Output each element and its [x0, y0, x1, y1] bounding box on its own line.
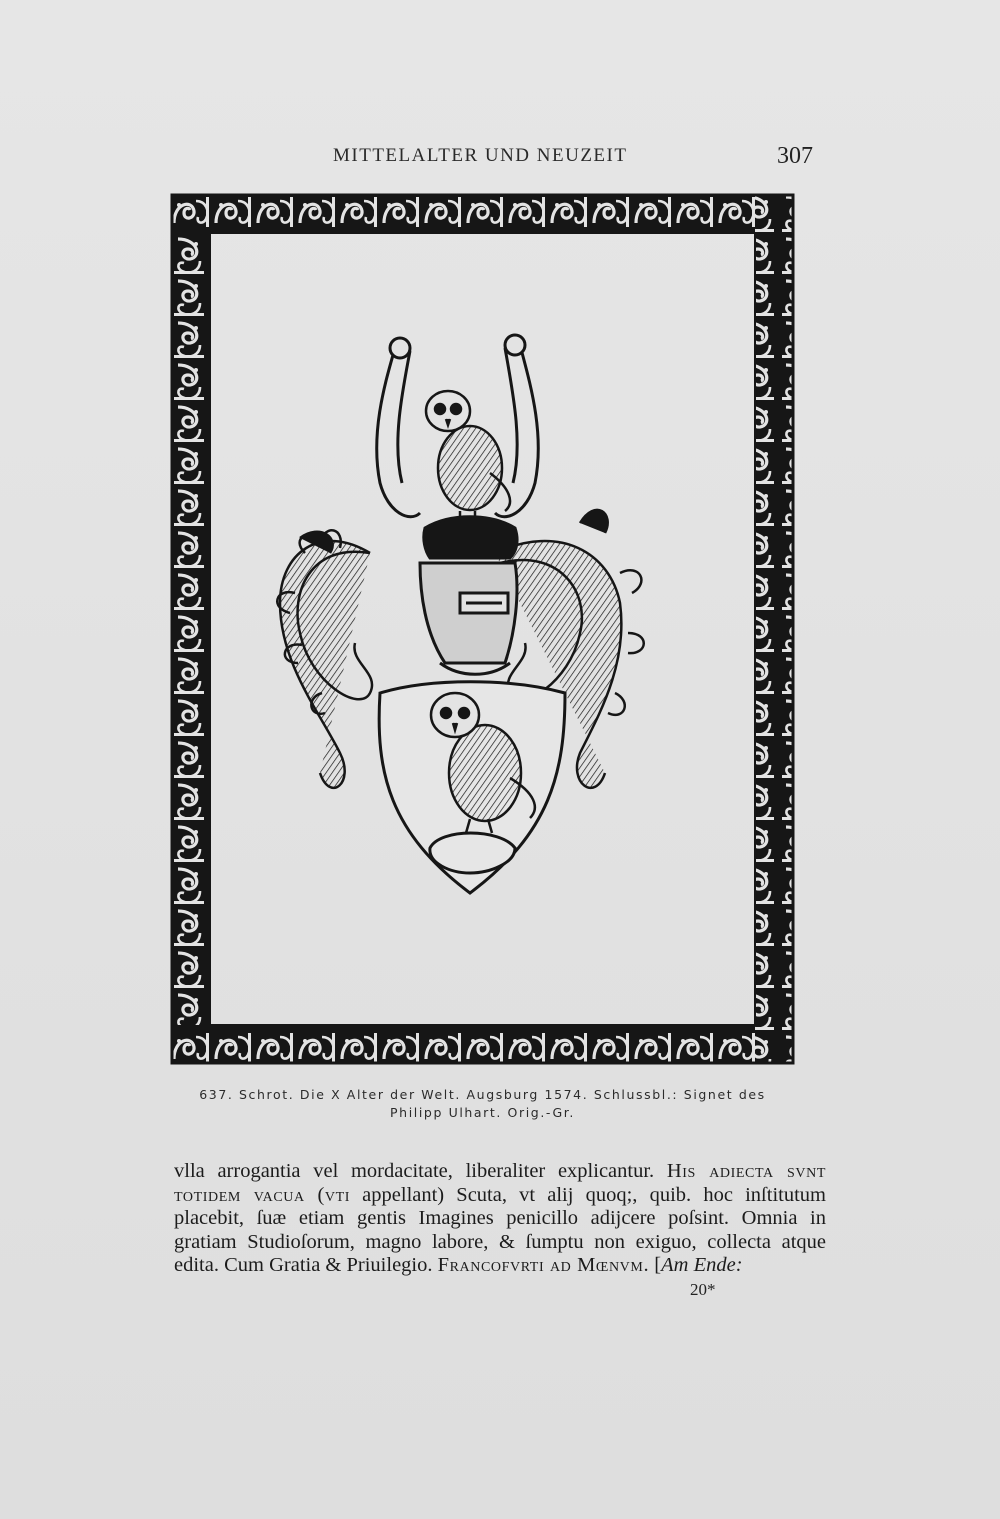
woodcut-coat-of-arms-with-owls-icon: [170, 193, 795, 1065]
body-italic-segment: Am Ende:: [661, 1254, 743, 1276]
body-smallcaps-segment: Francofvrti ad Mœnvm.: [437, 1254, 650, 1276]
signature-mark: 20*: [690, 1280, 716, 1299]
caption-line-1: 637. Schrot. Die X Alter der Welt. Augsburg 1574. Schlussbl.: Signet des: [199, 1087, 766, 1102]
helmet-icon: [420, 517, 517, 675]
crest-owl-icon: [426, 391, 510, 523]
body-smallcaps-segment: His adiecta svnt totidem vacua (vti: [174, 1160, 826, 1206]
page-number: 307: [777, 143, 813, 169]
body-paragraph: [174, 1160, 826, 1278]
figure-caption: [170, 1086, 795, 1122]
woodcut-figure: [170, 193, 795, 1065]
running-head: [173, 143, 813, 173]
running-title: MITTELALTER UND NEUZEIT: [333, 145, 628, 166]
body-text-segment: [: [649, 1254, 662, 1276]
body-text-segment: vlla arrogantia vel mordacitate, liberaliter explicantur.: [174, 1160, 667, 1182]
caption-line-2: Philipp Ulhart. Orig.-Gr.: [390, 1105, 575, 1120]
body-text-segment: appellant) Scuta, vt alij quoq;, quib. hoc inſtitutum placebit, ſuæ etiam gentis Imagines penicillo adijcere poſsint. Omnia in gratiam Studioſorum, magno labore, & ſumptu non exiguo, collecta atque edita. Cum Gratia & Priuilegio.: [174, 1183, 826, 1276]
